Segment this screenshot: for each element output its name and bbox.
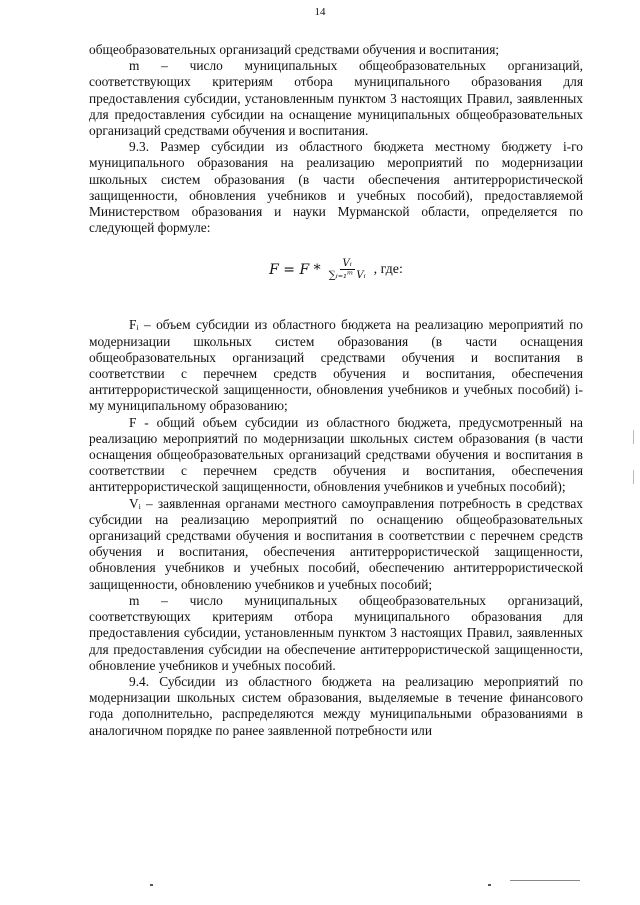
subsidy-formula	[89, 258, 583, 281]
formula-denominator: ∑ᵢ₌₁ᵐ Vᵢ	[328, 270, 366, 282]
formula-suffix: , где:	[373, 261, 403, 277]
paragraph-fi-definition: Fᵢ – объем субсидии из областного бюджета на реализацию мероприятий по модернизации школьных систем образования (в части оснащения общеобразовательных организаций средствами обучения и воспитания в соответствии с перечнем средств обучения и воспитания, обеспечения антитеррористической защищенности, обновления учебников и учебных пособий) i-му муниципальному образованию;	[89, 317, 583, 414]
paragraph-continuation: общеобразовательных организаций средствами обучения и воспитания;	[89, 42, 500, 57]
paragraph-9-4: 9.4. Субсидии из областного бюджета на реализацию мероприятий по модернизации школьных систем образования, выделяемые в течение финансового года дополнительно, распределяются между муниципальными образованиями в аналогичном порядке по ранее заявленной потребности или	[89, 673, 583, 738]
paragraph-f-definition: F - общий объем субсидии из областного бюджета, предусмотренный на реализацию мероприятий по модернизации школьных систем образования (в части оснащения общеобразовательных организаций средствами обучения и воспитания в соответствии с перечнем средств обучения и воспитания, обеспечения антитеррористической защищенности, обновления учебников и учебных пособий);	[89, 414, 583, 495]
formula-numerator: Vᵢ	[340, 258, 355, 270]
paragraph-9-3: 9.3. Размер субсидии из областного бюджета местному бюджету i-го муниципального образования на реализацию мероприятий по модернизации школьных систем образования (в части обеспечения антитеррористической защищенности, обновления учебников и учебных пособий), предоставляемой Министерством образования и науки Мурманской области, определяется по следующей формуле:	[89, 139, 583, 236]
footer-line	[510, 880, 580, 881]
scan-speck	[488, 884, 491, 886]
scan-speck	[150, 884, 153, 886]
paragraph-vi-definition: Vᵢ – заявленная органами местного самоуправления потребность в средствах субсидии на реализацию мероприятий по оснащению общеобразовательных организаций средствами обучения и воспитания в соответствии с перечнем средств обучения и воспитания, обеспечения антитеррористической защищенности, обновления учебников и учебных пособий, обеспечению антитеррористической защищенности, обновлению учебников и учебных пособий;	[89, 495, 583, 592]
scan-edge-mark	[633, 430, 634, 444]
document-body	[89, 42, 583, 739]
formula-lhs: F = F *	[269, 261, 321, 278]
page-number: 14	[314, 6, 326, 18]
paragraph-m2-definition: m – число муниципальных общеобразовательных организаций, соответствующих критериям отбора муниципального образования для предоставления субсидии, установленным пунктом 3 настоящих Правил, заявленных для предоставления субсидии на обеспечение антитеррористической защищенности, обновление учебников и учебных пособий.	[89, 592, 583, 673]
scan-edge-mark	[633, 470, 634, 484]
formula-fraction	[327, 258, 368, 281]
paragraph-m-definition: m – число муниципальных общеобразовательных организаций, соответствующих критериям отбора муниципального образования для предоставления субсидии, установленным пунктом 3 настоящих Правил, заявленных для предоставления субсидии на оснащение муниципальных общеобразовательных организаций средствами обучения и воспитания.	[89, 58, 583, 139]
